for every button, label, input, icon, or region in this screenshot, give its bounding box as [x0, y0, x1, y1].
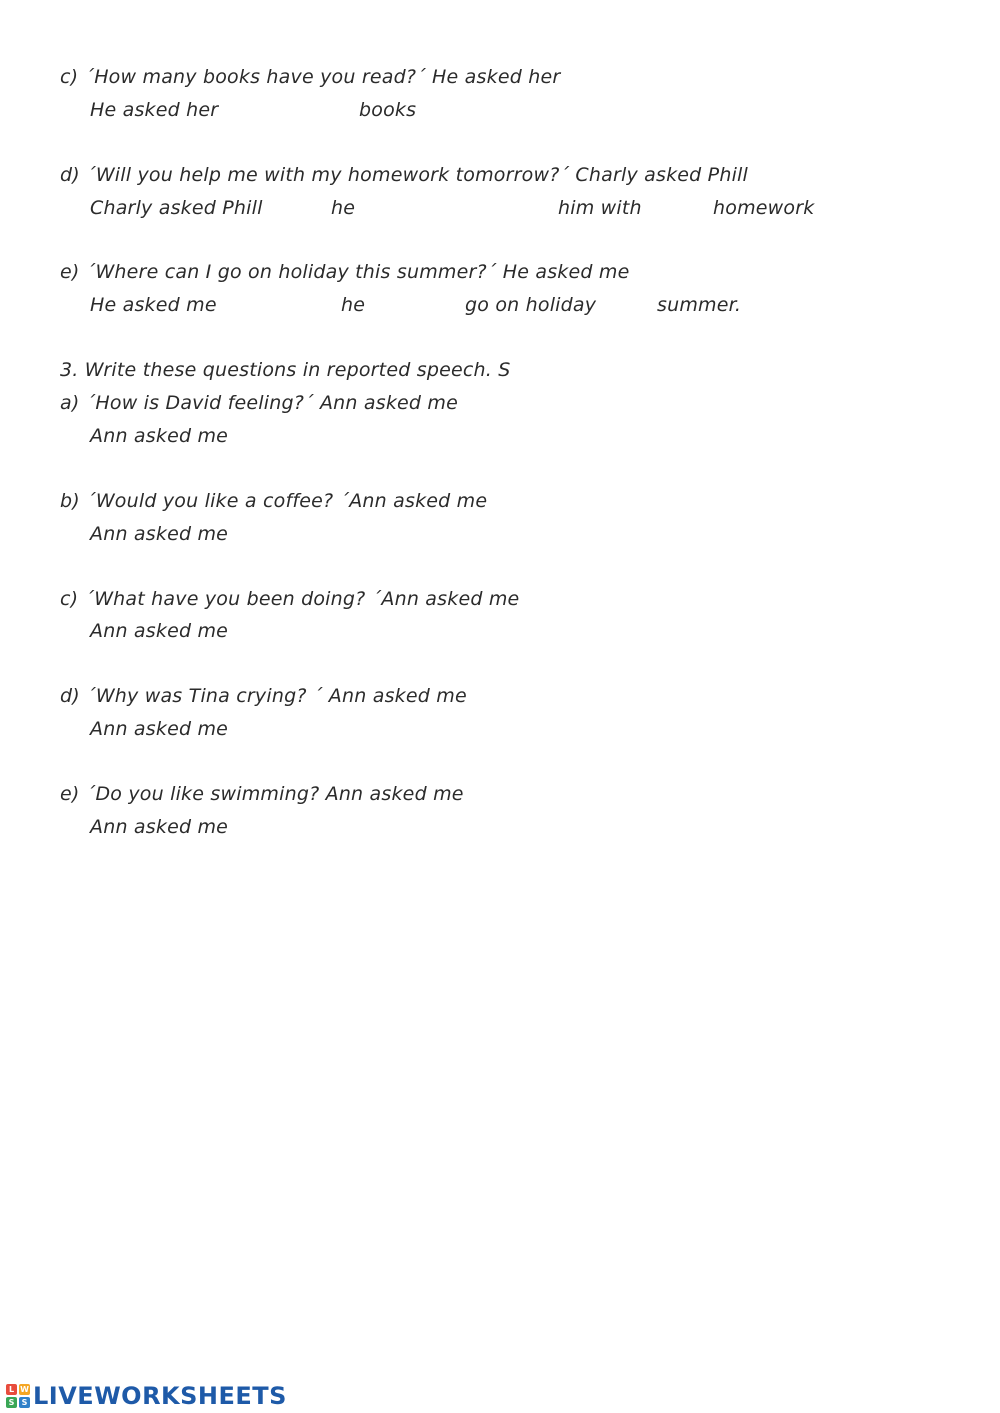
- s3-question-d: d) ´Why was Tina crying? ´ Ann asked me: [60, 685, 467, 707]
- answer-fragment: homework: [713, 197, 815, 219]
- answer-fragment: books: [359, 99, 417, 121]
- answer-fragment: He asked me: [90, 294, 217, 316]
- s3-question-b: b) ´Would you like a coffee? ´Ann asked me: [60, 490, 488, 512]
- logo-text: LIVEWORKSHEETS: [33, 1382, 287, 1410]
- s3-answer-a: Ann asked me: [90, 425, 229, 447]
- liveworksheets-logo[interactable]: [6, 1381, 287, 1411]
- logo-letter: W: [20, 1385, 29, 1394]
- answer-fragment: him with: [558, 197, 642, 219]
- answer-fragment: Charly asked Phill: [90, 197, 263, 219]
- answer-fragment: he: [331, 197, 356, 219]
- answer-fragment: summer.: [657, 294, 742, 316]
- logo-letter: S: [6, 1397, 17, 1408]
- logo-mark-icon: [6, 1384, 30, 1408]
- s2-question-c: c) ´How many books have you read?´ He asked her: [60, 66, 561, 88]
- s3-answer-d: Ann asked me: [90, 718, 229, 740]
- s2-question-d: d) ´Will you help me with my homework tomorrow?´ Charly asked Phill: [60, 164, 749, 186]
- answer-fragment: go on holiday: [465, 294, 597, 316]
- s3-question-a: a) ´How is David feeling?´ Ann asked me: [60, 392, 459, 414]
- s2-answer-c: [90, 98, 690, 122]
- s2-answer-e: [90, 293, 890, 317]
- s3-answer-c: Ann asked me: [90, 620, 229, 642]
- s2-answer-d: [90, 196, 890, 220]
- answer-fragment: he: [341, 294, 366, 316]
- s3-answer-e: Ann asked me: [90, 816, 229, 838]
- section3-heading: 3. Write these questions in reported speech. S: [60, 359, 511, 381]
- s2-question-e: e) ´Where can I go on holiday this summer?´ He asked me: [60, 261, 630, 283]
- answer-fragment: He asked her: [90, 99, 219, 121]
- logo-letter: L: [6, 1384, 17, 1395]
- s3-answer-b: Ann asked me: [90, 523, 229, 545]
- s3-question-e: e) ´Do you like swimming? Ann asked me: [60, 783, 464, 805]
- logo-letter: S: [19, 1397, 30, 1408]
- s3-question-c: c) ´What have you been doing? ´Ann asked me: [60, 588, 520, 610]
